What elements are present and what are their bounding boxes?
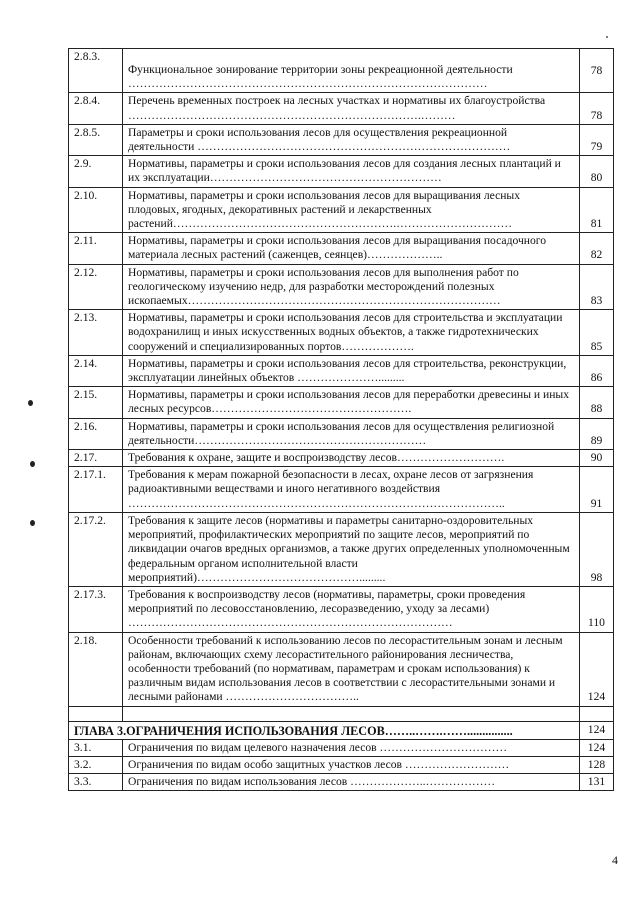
section-number: 2.10. — [69, 187, 123, 233]
toc-row — [69, 512, 614, 586]
table-of-contents — [68, 48, 614, 791]
section-title: Нормативы, параметры и сроки использования лесов для строительства и эксплуатации водохранилищ и иных искусственных водных объектов, а также гидротехнических сооружений и специализированных портов………………. — [123, 310, 580, 356]
section-number: 2.18. — [69, 632, 123, 706]
section-title: Нормативы, параметры и сроки использования лесов для переработки древесины и иных лесных ресурсов……………………………………………. — [123, 387, 580, 418]
page-ref: 88 — [580, 387, 614, 418]
toc-row — [69, 586, 614, 632]
toc-row — [69, 49, 614, 93]
section-number: 2.17.2. — [69, 512, 123, 586]
section-title: Ограничения по видам использования лесов ………………..……………… — [123, 774, 580, 791]
page-ref: 86 — [580, 355, 614, 386]
toc-row — [69, 387, 614, 418]
toc-row — [69, 739, 614, 756]
page-ref: 82 — [580, 233, 614, 264]
page-ref: 78 — [580, 49, 614, 93]
section-title: Требования к защите лесов (нормативы и параметры санитарно-оздоровительных мероприятий, профилактических мероприятий по защите лесов, мероприятий по ликвидации очагов вредных организмов, а также других определенных уполномоченным федеральным органом исполнительной власти мероприятий)……………………………………......... — [123, 512, 580, 586]
toc-row — [69, 450, 614, 467]
section-title: Требования к мерам пожарной безопасности в лесах, охране лесов от загрязнения радиоактивными веществами и иного негативного воздействия …………………………………………………………………………………….. — [123, 467, 580, 513]
page-ref: 79 — [580, 124, 614, 155]
punch-hole-mark — [28, 400, 33, 406]
page-ref: 124 — [580, 739, 614, 756]
page-ref: 78 — [580, 93, 614, 124]
section-number: 3.3. — [69, 774, 123, 791]
punch-hole-mark — [30, 461, 35, 467]
page-ref: 128 — [580, 756, 614, 773]
punch-hole-mark — [30, 520, 35, 526]
section-title: Нормативы, параметры и сроки использования лесов для осуществления религиозной деятельности…………………………………………………… — [123, 418, 580, 449]
toc-row — [69, 756, 614, 773]
toc-row — [69, 156, 614, 187]
toc-row — [69, 467, 614, 513]
spacer-row — [69, 706, 614, 721]
section-number: 2.13. — [69, 310, 123, 356]
toc-row — [69, 418, 614, 449]
toc-row — [69, 93, 614, 124]
section-title: Нормативы, параметры и сроки использования лесов для выращивания лесных плодовых, ягодных, декоративных растений и лекарственных растений………………………………………………….………………………… — [123, 187, 580, 233]
section-number: 2.8.5. — [69, 124, 123, 155]
toc-row — [69, 264, 614, 310]
section-number: 2.17.3. — [69, 586, 123, 632]
section-title: Перечень временных построек на лесных участках и нормативы их благоустройства ………………………………………………………………….……… — [123, 93, 580, 124]
section-title: Ограничения по видам особо защитных участков лесов ……………………… — [123, 756, 580, 773]
section-number: 2.14. — [69, 355, 123, 386]
page-ref: 98 — [580, 512, 614, 586]
toc-row — [69, 310, 614, 356]
section-number: 2.15. — [69, 387, 123, 418]
spacer-cell — [580, 706, 614, 721]
page-ref: 131 — [580, 774, 614, 791]
section-number: 2.12. — [69, 264, 123, 310]
page-ref: 80 — [580, 156, 614, 187]
section-number: 2.17.1. — [69, 467, 123, 513]
spacer-cell — [69, 706, 123, 721]
section-number: 2.8.4. — [69, 93, 123, 124]
section-title: Нормативы, параметры и сроки использования лесов для создания лесных плантаций и их эксплуатации…………………………………………………… — [123, 156, 580, 187]
page-ref: 124 — [580, 721, 614, 739]
page-number: 4 — [612, 853, 618, 867]
toc-row — [69, 233, 614, 264]
toc-row — [69, 632, 614, 706]
section-title: Ограничения по видам целевого назначения лесов …………………………… — [123, 739, 580, 756]
section-number: 2.8.3. — [69, 49, 123, 93]
page-ref: 81 — [580, 187, 614, 233]
section-number: 3.2. — [69, 756, 123, 773]
section-title: Функциональное зонирование территории зоны рекреационной деятельности ………………………………………………………………………………… — [123, 49, 580, 93]
section-title: Нормативы, параметры и сроки использования лесов для выполнения работ по геологическому изучению недр, для разработки месторождений полезных ископаемых……………………………………………………………………… — [123, 264, 580, 310]
page-ref: 83 — [580, 264, 614, 310]
section-title: Параметры и сроки использования лесов для осуществления рекреационной деятельности ……………………………………………………………………… — [123, 124, 580, 155]
toc-row — [69, 774, 614, 791]
page-ref: 124 — [580, 632, 614, 706]
page-ref: 110 — [580, 586, 614, 632]
chapter-row — [69, 721, 614, 739]
section-number: 2.17. — [69, 450, 123, 467]
section-number: 3.1. — [69, 739, 123, 756]
spacer-cell — [123, 706, 580, 721]
scan-speck — [606, 36, 608, 38]
page-ref: 90 — [580, 450, 614, 467]
page-ref: 89 — [580, 418, 614, 449]
page-ref: 91 — [580, 467, 614, 513]
section-number: 2.16. — [69, 418, 123, 449]
section-title: Нормативы, параметры и сроки использования лесов для строительства, реконструкции, эксплуатации линейных объектов …………………......... — [123, 355, 580, 386]
toc-row — [69, 355, 614, 386]
section-number: 2.11. — [69, 233, 123, 264]
chapter-title: ГЛАВА 3.ОГРАНИЧЕНИЯ ИСПОЛЬЗОВАНИЯ ЛЕСОВ……..…….……............... — [69, 721, 580, 739]
section-title: Нормативы, параметры и сроки использования лесов для выращивания посадочного материала лесных растений (саженцев, сеянцев)……………….. — [123, 233, 580, 264]
section-title: Особенности требований к использованию лесов по лесорастительным зонам и лесным районам, включающих схему лесорастительного районирования лесничества, особенности требований (по нормативам, параметрам и срокам использования) к различным видам использования лесов в соответствии с лесорастительными зонами и лесными районами …………………………….. — [123, 632, 580, 706]
section-number: 2.9. — [69, 156, 123, 187]
page-ref: 85 — [580, 310, 614, 356]
toc-row — [69, 124, 614, 155]
toc-row — [69, 187, 614, 233]
section-title: Требования к охране, защите и воспроизводству лесов………………………. — [123, 450, 580, 467]
section-title: Требования к воспроизводству лесов (нормативы, параметры, сроки проведения мероприятий по лесовосстановлению, лесоразведению, уходу за лесами) ………………………………………………………………………… — [123, 586, 580, 632]
